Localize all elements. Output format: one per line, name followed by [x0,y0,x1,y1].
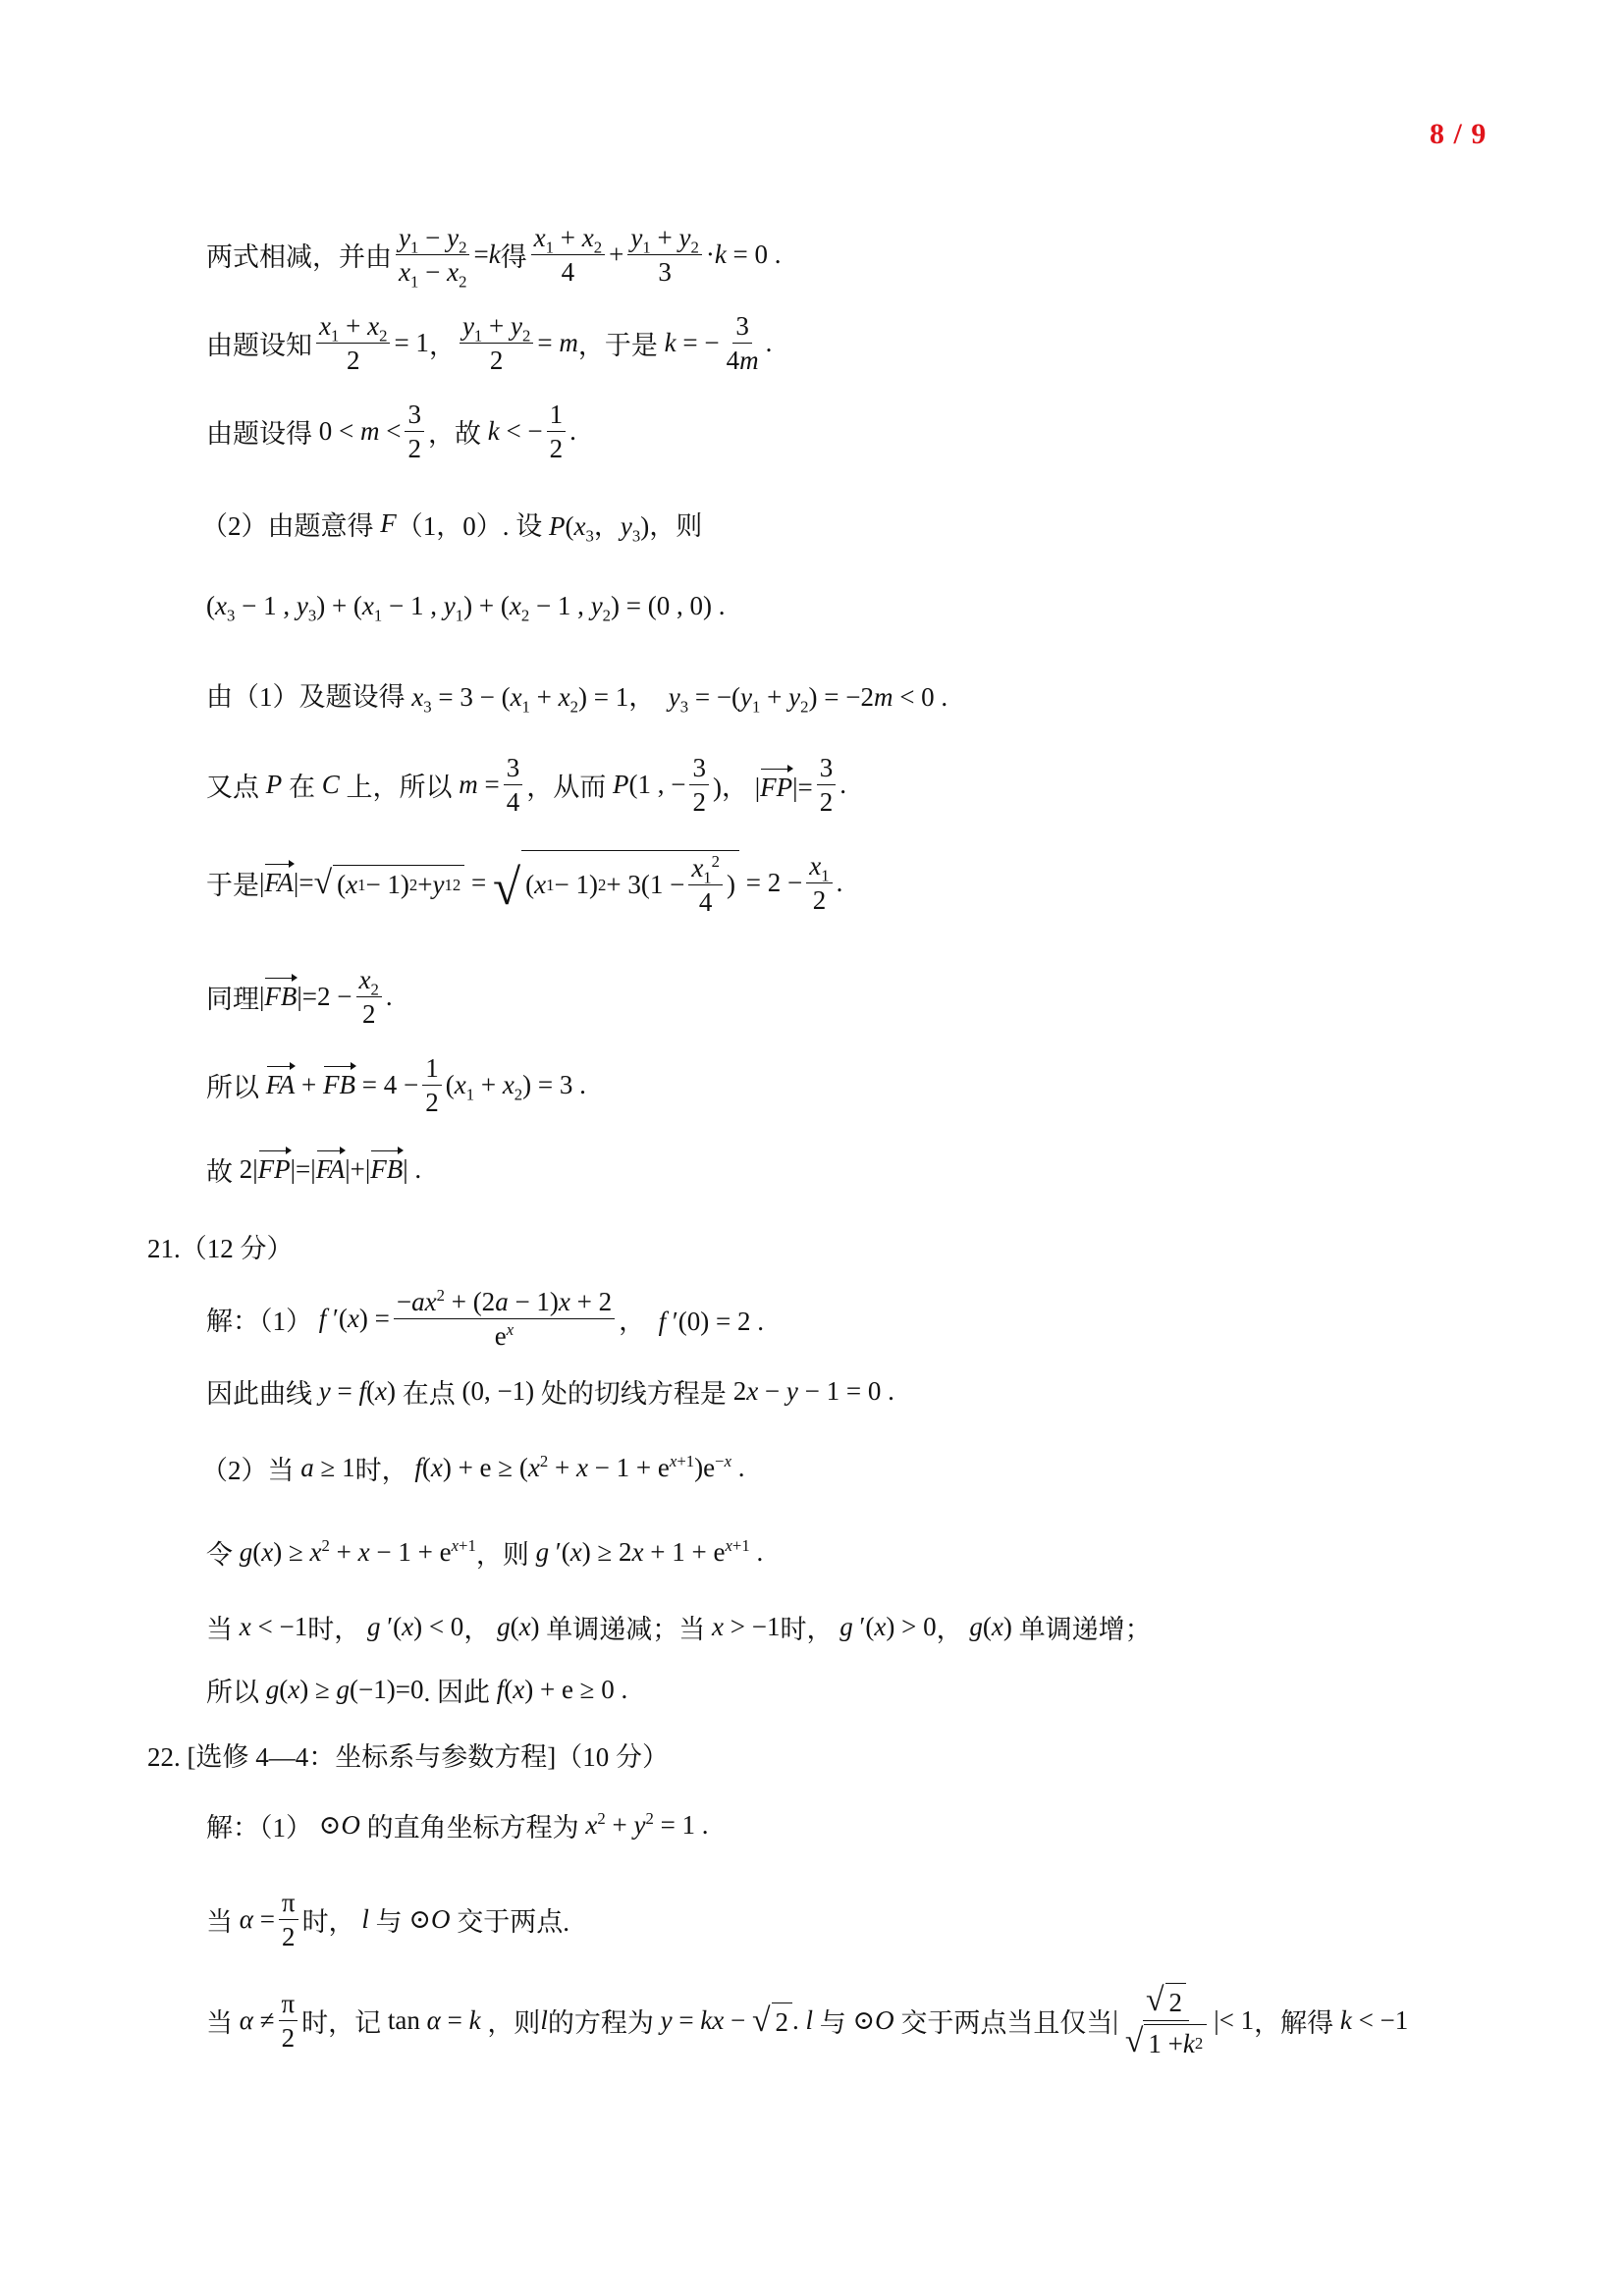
text-segment: 时，记 [301,2008,382,2039]
line-10: 所以 FA + FB = 4 − $\frac{1}{2}$ $(x_1 + x_2) = 3$ . [206,1053,586,1118]
text-segment: 时， [780,1615,834,1644]
text-segment: 两式相减，并由 [206,242,392,273]
page-number: 8 / 9 [1430,118,1488,150]
text-segment: （1，0）. 设 [396,511,543,541]
line-9: 同理 |FB|=2 − $\frac{x_2}{2}$ . [206,965,393,1030]
line-6: 由（1）及题设得 $x_3 = 3 - (x_1 + x_2) = 1$， $y_3 = -(y_1 + y_2) = -2m < 0$ . [206,675,947,714]
question-22-heading [147,1735,669,1774]
fraction: $\frac{1}{2}$ [547,400,567,463]
text-segment: 的直角坐标方程为 [366,1813,579,1842]
line-2: 由题设知 $\frac{x_1 + x_2}{2}$ = 1 ， $\frac{y_1 + y_2}{2}$ = m ，于是 k = − $\frac{3}{4m}$ . [206,311,773,376]
fraction: $\frac{3}{2}$ [689,754,709,817]
text-segment: 所以 [206,1678,259,1707]
text-segment: . 因此 [423,1678,490,1707]
text-segment: 又点 [206,773,259,803]
text-segment: ，则 [649,511,703,541]
text-segment: 由题设知 [206,331,312,361]
text-segment: . [792,2005,799,2036]
text-segment: 时， [307,1615,361,1644]
text-segment: 与 [375,1907,403,1938]
text-segment: ，从而 [526,773,607,803]
text-segment: 时， [354,1456,408,1485]
line-18: 解：（1） ⊙O 的直角坐标方程为 $x^2 + y^2 = 1$ . [206,1806,709,1844]
text-segment: 当 [206,2008,233,2039]
square-root: √ 2 [752,2002,792,2040]
line-5: ($x_3 - 1$ , $y_3) + (x_1 - 1$ , $y_1) + (x_2 - 1$ , $y_2) = (0$ , 0) . [206,591,726,625]
text-segment: 当 [206,1615,233,1644]
line-14: （2）当 a ≥ 1 时， $f(x) + e \ge (x^2 + x - 1 + e^{x+1})e^{-x}$ . [201,1449,745,1487]
text-segment: 22. [选修 4—4：坐标系与参数方程]（10 分） [147,1742,669,1772]
fraction: $\frac{x_1}{2}$ [806,852,832,915]
fraction: $\frac{x_1 + x_2}{4}$ [531,224,605,287]
line-15: 令 $g(x) \ge x^2 + x - 1 + e^{x+1}$ ，则 g $'(x) \ge 2x + 1 + e^{x+1}$ . [206,1533,763,1572]
text-segment: 由题设得 [206,419,312,450]
line-7: 又点 P 在 C 上，所以 m = $\frac{3}{4}$ ，从而 P(1 , − $\frac{3}{2}$ )， |FP|= $\frac{3}{2}$ . [206,753,847,818]
fraction: $\frac{y_1 - y_2}{x_1 - x_2}$ [396,224,469,287]
text-segment: 在点 [402,1379,456,1409]
fraction: $\frac{1}{2}$ [422,1054,442,1117]
line-16: 当 x < −1 时， g ′(x) < 0 ， g(x) 单调递减；当 x > −1 时， g ′(x) > 0 ， g(x) 单调递增； [206,1608,1152,1646]
text-segment: 的方程为 [547,2008,654,2039]
fraction: $\frac{3}{2}$ [817,754,837,817]
fraction: $\frac{3}{2}$ [405,400,424,463]
text-segment: （2）当 [201,1456,295,1485]
fraction: $\frac{3}{4m}$ [726,311,759,376]
square-root: √ ( x 1 − 1) 2 + y 1 2 [314,865,465,902]
text-segment: 21.（12 分） [147,1234,294,1263]
text-segment: 故 [206,1157,233,1187]
text-segment: 同理 [206,985,259,1015]
line-3: 由题设得 0 < m < $\frac{3}{2}$ ，故 k < − $\frac{1}{2}$ . [206,400,576,464]
text-segment: （2）由题意得 [201,511,374,541]
line-19: 当 α = $\frac{\pi}{2}$ 时， l 与 ⊙O 交于两点. [206,1888,569,1952]
text-segment: ，故 [427,419,481,450]
line-12: 解：（1） f ′(x) = $\frac{-ax^2 + (2a - 1)x + 2}{e^x}$ ， f ′(0) = 2 . [206,1286,765,1352]
square-root: √ ( x 1 − 1) 2 + 3(1 − $\frac{x_1^2}{4}$ ) [493,850,739,917]
text-segment: 交于两点. [457,1907,569,1938]
fraction: $\frac{x_1 + x_2}{2}$ [316,312,390,375]
text-segment: 时， [301,1907,355,1938]
fraction: $\frac{3}{4}$ [504,754,523,817]
text-segment: 单调递增； [1018,1615,1152,1644]
text-segment: 所以 [206,1073,259,1103]
text-segment: 因此曲线 [206,1379,312,1409]
text-segment: 处的切线方程是 [540,1379,727,1409]
fraction: $\frac{\pi}{2}$ [279,1889,298,1951]
text-segment: 当 [206,1907,233,1938]
line-20: 当 α ≠ $\frac{\pi}{2}$ 时，记 tan α = k ，则 l 的方程为 y = kx − √ 2 . l 与 ⊙O 交于两点当且仅当 | √ 2 √ 1 + k 2 |< 1 ，解得 k < −1 [206,1982,1409,2060]
text-segment: ，解得 [1254,2008,1334,2039]
line-4: （2）由题意得 F （1，0）. 设 $P(x_3$，$y_3$) ，则 [201,505,702,543]
fraction: $\frac{y_1 + y_2}{2}$ [460,312,533,375]
line-17: 所以 g(x) ≥ g(−1)=0 . 因此 f(x) + e ≥ 0 . [206,1671,627,1709]
text-segment: ， [463,1615,491,1644]
text-segment: ， [936,1615,963,1644]
text-segment: 得 [500,242,527,273]
line-11: 故 2|FP|=|FA|+|FB| . [206,1150,421,1189]
text-segment: 与 [819,2008,846,2039]
text-segment: ，于是 [577,331,658,361]
text-segment: 解：（1） [206,1813,312,1842]
text-segment: 单调递减；当 [546,1615,706,1644]
text-segment: 令 [206,1540,233,1570]
fraction: √ 2 √ 1 + k 2 [1122,1983,1210,2059]
text-segment: ， [428,331,456,361]
fraction: $\frac{\pi}{2}$ [279,1990,298,2053]
text-segment: 上，所以 [346,773,453,803]
text-segment: 由（1）及题设得 [206,682,406,712]
text-segment: 解：（1） [206,1307,312,1337]
fraction: $\frac{x_2}{2}$ [356,966,382,1029]
text-segment: 于是 [206,871,259,901]
line-13: 因此曲线 y = f(x) 在点 (0, −1) 处的切线方程是 2x − y − 1 = 0 . [206,1372,894,1411]
question-21-heading [147,1227,294,1265]
line-1: 两式相减，并由 $\frac{y_1 - y_2}{x_1 - x_2}$ =k 得 $\frac{x_1 + x_2}{4}$ + $\frac{y_1 + y_2}{3}$ ·k = 0 . [206,223,782,292]
text-segment: 在 [289,773,315,803]
fraction: $\frac{y_1 + y_2}{3}$ [627,224,701,287]
fraction: $\frac{-ax^2 + (2a - 1)x + 2}{e^x}$ [394,1288,615,1351]
text-segment: 交于两点当且仅当 [900,2008,1113,2039]
line-8: 于是 |FA|= √ ( x 1 − 1) 2 + y 1 2 = √ ( x 1 − 1) 2 + 3(1 − $\frac{x_1^2}{4}$ ) = 2 − $\frac{x_1}{2}$ . [206,851,843,918]
text-segment: ，则 [487,2008,541,2039]
text-segment: ，则 [475,1540,529,1570]
